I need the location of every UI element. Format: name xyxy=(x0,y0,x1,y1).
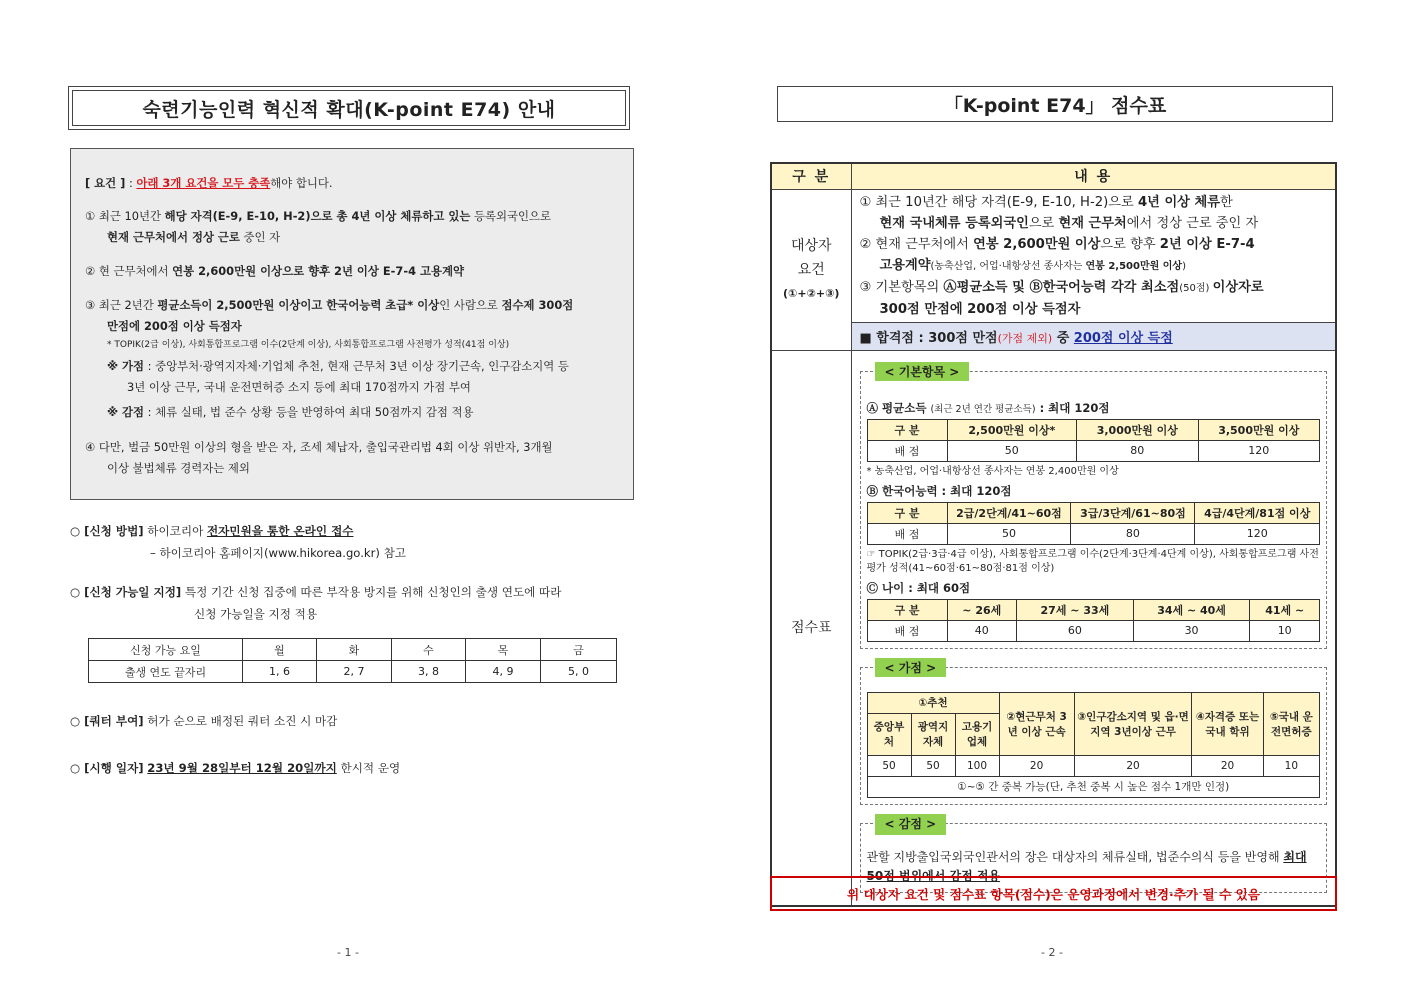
cond-items: ① 최근 10년간 해당 자격(E-9, E-10, H-2)으로 4년 이상 체류한 현재 국내체류 등록외국인으로 현재 근무처에서 정상 근로 중인 자 ② 현재 근무처에서 연봉 2,600만원 이상으로 향후 2년 이상 E-7-4 고용계약(농축산업, 어업·내항상선 종사자는 연봉 2,500만원 이상) ③ 기본항목의 Ⓐ평균소득 및 Ⓑ한국어능력 각각 최소점(50점) 이상자로 300점 만점에 200점 이상 득점자 xyxy=(851,189,1336,322)
req-item-1: ① 최근 10년간 해당 자격(E-9, E-10, H-2)으로 총 4년 이상 체류하고 있는 등록외국인으로 xyxy=(85,209,552,223)
pass-score: ■ 합격점 : 300점 만점(가점 제외) 중 200점 이상 득점 xyxy=(851,322,1336,350)
req-intro-highlight: 아래 3개 요건을 모두 충족 xyxy=(136,176,271,190)
score-label: 점수표 xyxy=(771,350,851,906)
penalty-note: ※ 감점 : 체류 실태, 법 준수 상황 등을 반영하여 최대 50점까지 감점 적용 xyxy=(107,405,474,419)
page-2 xyxy=(700,0,1403,992)
req-item-3-note: * TOPIK(2급 이상), 사회통합프로그램 이수(2단계 이상), 사회통합프로그램 사전평가 성적(41점 이상) xyxy=(107,340,510,350)
requirements-box: [ 요건 ] : 아래 3개 요건을 모두 충족해야 합니다. ① 최근 10년간 해당 자격(E-9, E-10, H-2)으로 총 4년 이상 체류하고 있는 등록외국인으로 현재 근무처에서 정상 근로 중인 자 ② 현 근무처에서 연봉 2,600만원 이상으로 향후 2년 이상 E-7-4 고용계약 ③ 최근 2년간 평균소득이 2,500만원 이상이고 한국어능력 초급* 이상인 사람으로 점수제 300점 만점에 200점 이상 득점자 * TOPIK(2급 이상), 사회통합프로그램 이수(2단계 이상), 사회통합프로그램 사전평가 성적(41점 이상) ※ 가점 : 중앙부처·광역지자체·기업체 추천, 현재 근무처 3년 이상 장기근속, 인구감소지역 등 3년 이상 근무, 국내 운전면허증 소지 등에 최대 170점까지 가점 부여 ※ 감점 : 체류 실태, 법 준수 상황 등을 반영하여 최대 50점까지 감점 적용 ④ 다만, 벌금 50만원 이상의 형을 받은 자, 조세 체납자, 출입국관리법 4회 이상 위반자, 3개월 이상 불법체류 경력자는 제외 xyxy=(70,148,634,500)
req-label: [ 요건 ] xyxy=(85,176,126,190)
req-item-2: ② 현 근무처에서 연봉 2,600만원 이상으로 향후 2년 이상 E-7-4 고용계약 xyxy=(85,264,464,278)
page2-title: 「K-point E74」 점수표 xyxy=(777,86,1333,122)
cond-label: 대상자 요건 (①+②+③) xyxy=(771,189,851,350)
bonus-tag: < 가점 > xyxy=(875,658,947,677)
quota-section: ○ [쿼터 부여] 허가 순으로 배정된 쿼터 소진 시 마감 xyxy=(70,714,338,728)
basic-items-tag: < 기본항목 > xyxy=(875,362,970,381)
req-item-3: ③ 최근 2년간 평균소득이 2,500만원 이상이고 한국어능력 초급* 이상인 사람으로 점수제 300점 xyxy=(85,298,574,312)
change-warning: 위 대상자 요건 및 점수표 항목(점수)은 운영과정에서 변경·추가 될 수 있음 xyxy=(770,876,1337,911)
score-main-table xyxy=(770,162,1337,907)
age-table: 구 분 ~ 26세 27세 ~ 33세 34세 ~ 40세 41세 ~ 배 점 40 60 30 10 xyxy=(867,599,1321,642)
req-item-4: ④ 다만, 벌금 50만원 이상의 형을 받은 자, 조세 체납자, 출입국관리법 4회 이상 위반자, 3개월 xyxy=(85,440,553,454)
page1-title-box xyxy=(68,86,630,130)
apply-date: ○ [신청 가능일 지정] 특정 기간 신청 집중에 따른 부작용 방지를 위해 신청인의 출생 연도에 따라 신청 가능일을 지정 적용 xyxy=(70,585,562,621)
header-content: 내 용 xyxy=(851,163,1336,189)
page1-title: 숙련기능인력 혁신적 확대(K-point E74) 안내 xyxy=(142,98,556,121)
penalty-tag: < 감점 > xyxy=(875,814,947,835)
basic-items-group: < 기본항목 > Ⓐ 평균소득 (최근 2년 연간 평균소득) : 최대 120점 구 분 2,500만원 이상* 3,000만원 이상 3,500만원 이상 배 점 50 80 120 * 농축산업, 어업·내항상선 종사자는 연봉 2,400만원 이상 Ⓑ 한국어능력 : 최대 120점 구 분 2급/2단계/41~60점 3급/3단계/61~80점 4급/4단계/81점 이상 배 점 50 80 120 ☞ TOPIK(2급·3급·4급 이상), 사회통합프로그램 이수(2단계·3단계·4단계 이상), 사회통합프로그램 사전평가 성적(41~60점·61~80점·81점 이상) Ⓒ 나이 : 최대 60점 구 분 ~ 26세 27세 ~ 33세 34세 ~ 40세 41세 ~ 배 점 40 60 30 10 xyxy=(860,371,1328,649)
page-1 xyxy=(0,0,700,992)
bonus-note: ※ 가점 : 중앙부처·광역지자체·기업체 추천, 현재 근무처 3년 이상 장기근속, 인구감소지역 등 xyxy=(107,359,569,373)
impl-section: ○ [시행 일자] 23년 9월 28일부터 12월 20일까지 한시적 운영 xyxy=(70,761,401,775)
bonus-table: ①추천 ②현근무처 3년 이상 근속 ③인구감소지역 및 읍·면지역 3년이상 근무 ④자격증 또는 국내 학위 ⑤국내 운전면허증 중앙부처 광역지자체 고용기업체 50 50 100 20 20 20 10 ①~⑤ 간 중복 가능(단, 추천 중복 시 높은 점수 1개만 인정) xyxy=(867,692,1321,798)
income-table: 구 분 2,500만원 이상* 3,000만원 이상 3,500만원 이상 배 점 50 80 120 xyxy=(867,419,1321,462)
apply-day-table: 신청 가능 요일 월 화 수 목 금 출생 연도 끝자리 1, 6 2, 7 3, 8 4, 9 5, 0 xyxy=(88,638,617,683)
header-category: 구 분 xyxy=(771,163,851,189)
page-number-1: - 1 - xyxy=(337,946,359,959)
apply-method: ○ [신청 방법] 하이코리아 전자민원을 통한 온라인 접수 – 하이코리아 홈페이지(www.hikorea.go.kr) 참고 xyxy=(70,524,406,560)
korean-table: 구 분 2급/2단계/41~60점 3급/3단계/61~80점 4급/4단계/81점 이상 배 점 50 80 120 xyxy=(867,502,1321,545)
bonus-group xyxy=(860,660,1328,805)
penalty-group: < 감점 > 관할 지방출입국외국인관서의 장은 대상자의 체류실태, 법준수의식 등을 반영해 최대 50점 범위에서 감점 적용 xyxy=(860,823,1328,893)
page-number-2: - 2 - xyxy=(1041,946,1063,959)
score-content xyxy=(851,350,1336,906)
